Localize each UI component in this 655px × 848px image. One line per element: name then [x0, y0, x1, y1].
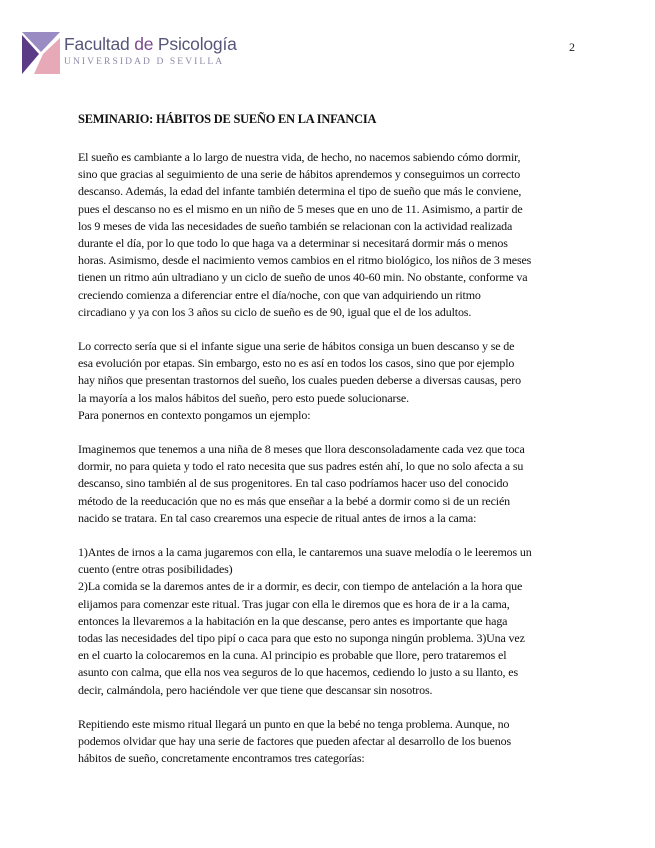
page-header — [22, 32, 622, 80]
text-line: horas. Asimismo, desde el nacimiento vemos cambios en el ritmo biológico, los niños de 3 meses — [78, 253, 532, 268]
document-body — [78, 112, 582, 768]
text-line: podemos olvidar que hay una serie de factores que pueden afectar al desarrollo de los buenos — [78, 734, 512, 749]
text-line: circadiano y ya con los 3 años su ciclo de sueño es de 90, igual que el de los adultos. — [78, 304, 472, 319]
paragraph-intro — [78, 149, 582, 321]
text-line: hay niños que presentan trastornos del sueño, los cuales pueden deberse a diversas causas, pero — [78, 373, 521, 388]
text-line: los 9 meses de vida las necesidades de sueño también se relacionan con la actividad realizada — [78, 218, 513, 233]
faculty-name-part2: de — [134, 34, 158, 54]
page-number: 2 — [569, 40, 575, 54]
paragraph-ritual-steps — [78, 544, 582, 699]
text-line: Imaginemos que tenemos a una niña de 8 meses que llora desconsoladamente cada vez que toca — [78, 442, 525, 457]
text-line: creciendo comienza a diferenciar entre el día/noche, con que van adquiriendo un ritmo — [78, 287, 481, 302]
text-line: Repitiendo este mismo ritual llegará un punto en que la bebé no tenga problema. Aunque, no — [78, 716, 510, 731]
university-logo-icon — [22, 32, 60, 74]
paragraph-factors — [78, 716, 582, 768]
paragraph-context — [78, 338, 582, 424]
text-line: cuento (entre otras posibilidades) — [78, 562, 233, 577]
faculty-name — [64, 34, 237, 55]
text-line: método de la reeducación que no es más que enseñar a la bebé a dormir como si de un recién — [78, 493, 510, 508]
text-line: El sueño es cambiante a lo largo de nuestra vida, de hecho, no nacemos sabiendo cómo dormir, — [78, 150, 521, 164]
paragraph-example — [78, 441, 582, 527]
text-line: la mayoría a los malos hábitos del sueño, pero esto puede solucionarse. — [78, 390, 409, 405]
logo-text — [64, 34, 237, 67]
faculty-name-part3: Psicología — [157, 34, 237, 54]
text-line: durante el día, por lo que todo lo que haga va a determinar si necesitará dormir más o menos — [78, 236, 508, 251]
text-line: 1)Antes de irnos a la cama jugaremos con ella, le cantaremos una suave melodía o le leeremos un — [78, 545, 532, 560]
university-name: UNIVERSIDAD D SEVILLA — [64, 57, 225, 67]
text-line: descanso. Además, la edad del infante también determina el tipo de sueño que más le conviene, — [78, 184, 522, 199]
text-line: entonces la llevaremos a la habitación en la que descanse, pero antes es importante que haga — [78, 613, 508, 628]
document-title: SEMINARIO: HÁBITOS DE SUEÑO EN LA INFANCIA — [78, 112, 377, 126]
text-line: esa evolución por etapas. Sin embargo, esto no es así en todos los casos, sino que por ejemplo — [78, 356, 515, 371]
text-line: 2)La comida se la daremos antes de ir a dormir, es decir, con tiempo de antelación a la hora que — [78, 579, 523, 594]
faculty-name-part1: Facultad — [64, 34, 135, 54]
text-line: en el cuarto la colocaremos en la cuna. Al principio es probable que llore, pero trataremos el — [78, 648, 507, 663]
text-line: asunto con calma, que ella nos vea seguros de lo que hacemos, cediendo lo justo a su llanto, es — [78, 665, 518, 680]
text-line: todas las necesidades del tipo pipí o caca para que esto no suponga ningún problema. 3)Una vez — [78, 631, 525, 646]
text-line: sino que gracias al seguimiento de una serie de hábitos aprendemos y conseguimos un correcto — [78, 167, 521, 182]
text-line: descanso, sino también al de sus progenitores. En tal caso podríamos hacer uso del conocido — [78, 476, 509, 491]
text-line: dormir, no para quieta y todo el rato necesita que sus padres estén ahí, lo que no solo afecta a su — [78, 459, 524, 474]
text-line: hábitos de sueño, concretamente encontramos tres categorías: — [78, 751, 365, 766]
text-line: elijamos para comenzar este ritual. Tras jugar con ella le diremos que es hora de ir a la cama, — [78, 596, 510, 611]
text-line: nacido se tratara. En tal caso crearemos una especie de ritual antes de irnos a la cama: — [78, 510, 477, 525]
text-line: tienen un ritmo aún ultradiano y un ciclo de sueño de unos 40-60 min. No obstante, conforme va — [78, 270, 528, 285]
text-line: pues el descanso no es el mismo en un niño de 5 meses que en uno de 11. Asimismo, a partir de — [78, 201, 523, 216]
text-line: Lo correcto sería que si el infante sigue una serie de hábitos consiga un buen descanso y se de — [78, 339, 515, 354]
text-line: decir, calmándola, pero haciéndole ver que tiene que descansar sin nosotros. — [78, 682, 433, 697]
text-line: Para ponernos en contexto pongamos un ejemplo: — [78, 407, 311, 422]
